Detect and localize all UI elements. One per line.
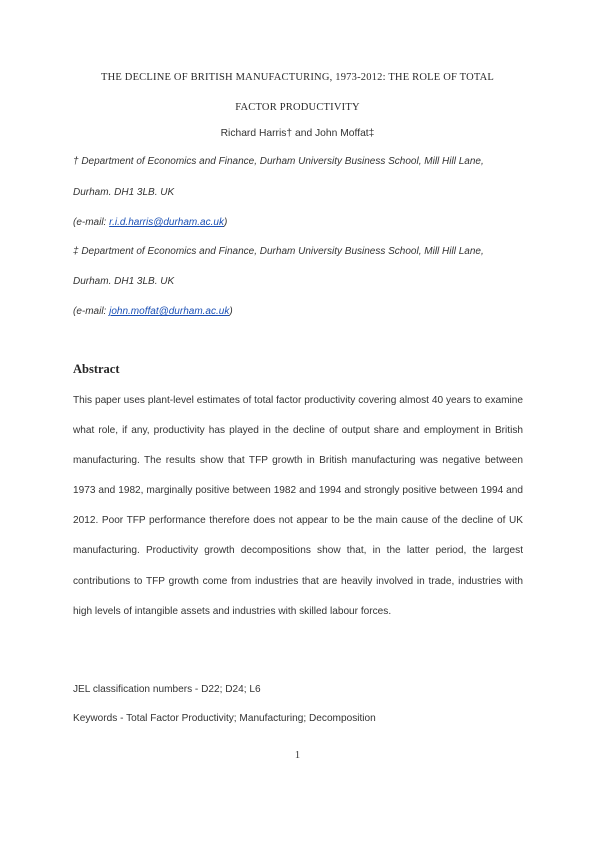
affiliation-1-line-1: † Department of Economics and Finance, Durham University Business School, Mill Hill Lane, [73,156,484,167]
email-suffix: ) [229,306,233,317]
email-prefix: (e-mail: [73,306,110,317]
email-link-moffat[interactable]: john.moffat@durham.ac.uk [109,306,230,317]
affiliation-1-email-line [73,217,525,228]
keywords: Keywords - Total Factor Productivity; Manufacturing; Decomposition [73,713,376,724]
affiliation-1-line-2: Durham. DH1 3LB. UK [73,187,175,198]
jel-classification: JEL classification numbers - D22; D24; L6 [73,684,261,695]
email-prefix: (e-mail: [73,217,110,228]
author-list: Richard Harris† and John Moffat‡ [220,128,375,139]
email-suffix: ) [223,217,228,228]
abstract-body: This paper uses plant-level estimates of total factor productivity covering almost 40 years to examine what role, if any, productivity has played in the decline of output share and employment in British manufacturing. The results show that TFP growth in British manufacturing was negative between 1973 and 1982, marginally positive between 1982 and 1994 and strongly positive between 1994 and 2012. Poor TFP performance therefore does not appear to be the main cause of the decline of UK manufacturing. Productivity growth decompositions show that, in the latter period, the largest contributions to TFP growth come from industries that are heavily involved in trade, industries with high levels of intangible assets and industries with skilled labour forces. [73,395,523,617]
affiliation-2-email-line [73,306,525,317]
paper-title-line-1: THE DECLINE OF BRITISH MANUFACTURING, 1973-2012: THE ROLE OF TOTAL [100,72,495,83]
page-number: 1 [294,750,301,761]
affiliation-2-line-1: ‡ Department of Economics and Finance, Durham University Business School, Mill Hill Lane, [73,246,484,257]
abstract-heading: Abstract [73,362,120,376]
email-link-harris[interactable]: r.i.d.harris@durham.ac.uk [109,217,224,228]
affiliation-2-line-2: Durham. DH1 3LB. UK [73,276,175,287]
paper-title-line-2: FACTOR PRODUCTIVITY [235,102,360,113]
